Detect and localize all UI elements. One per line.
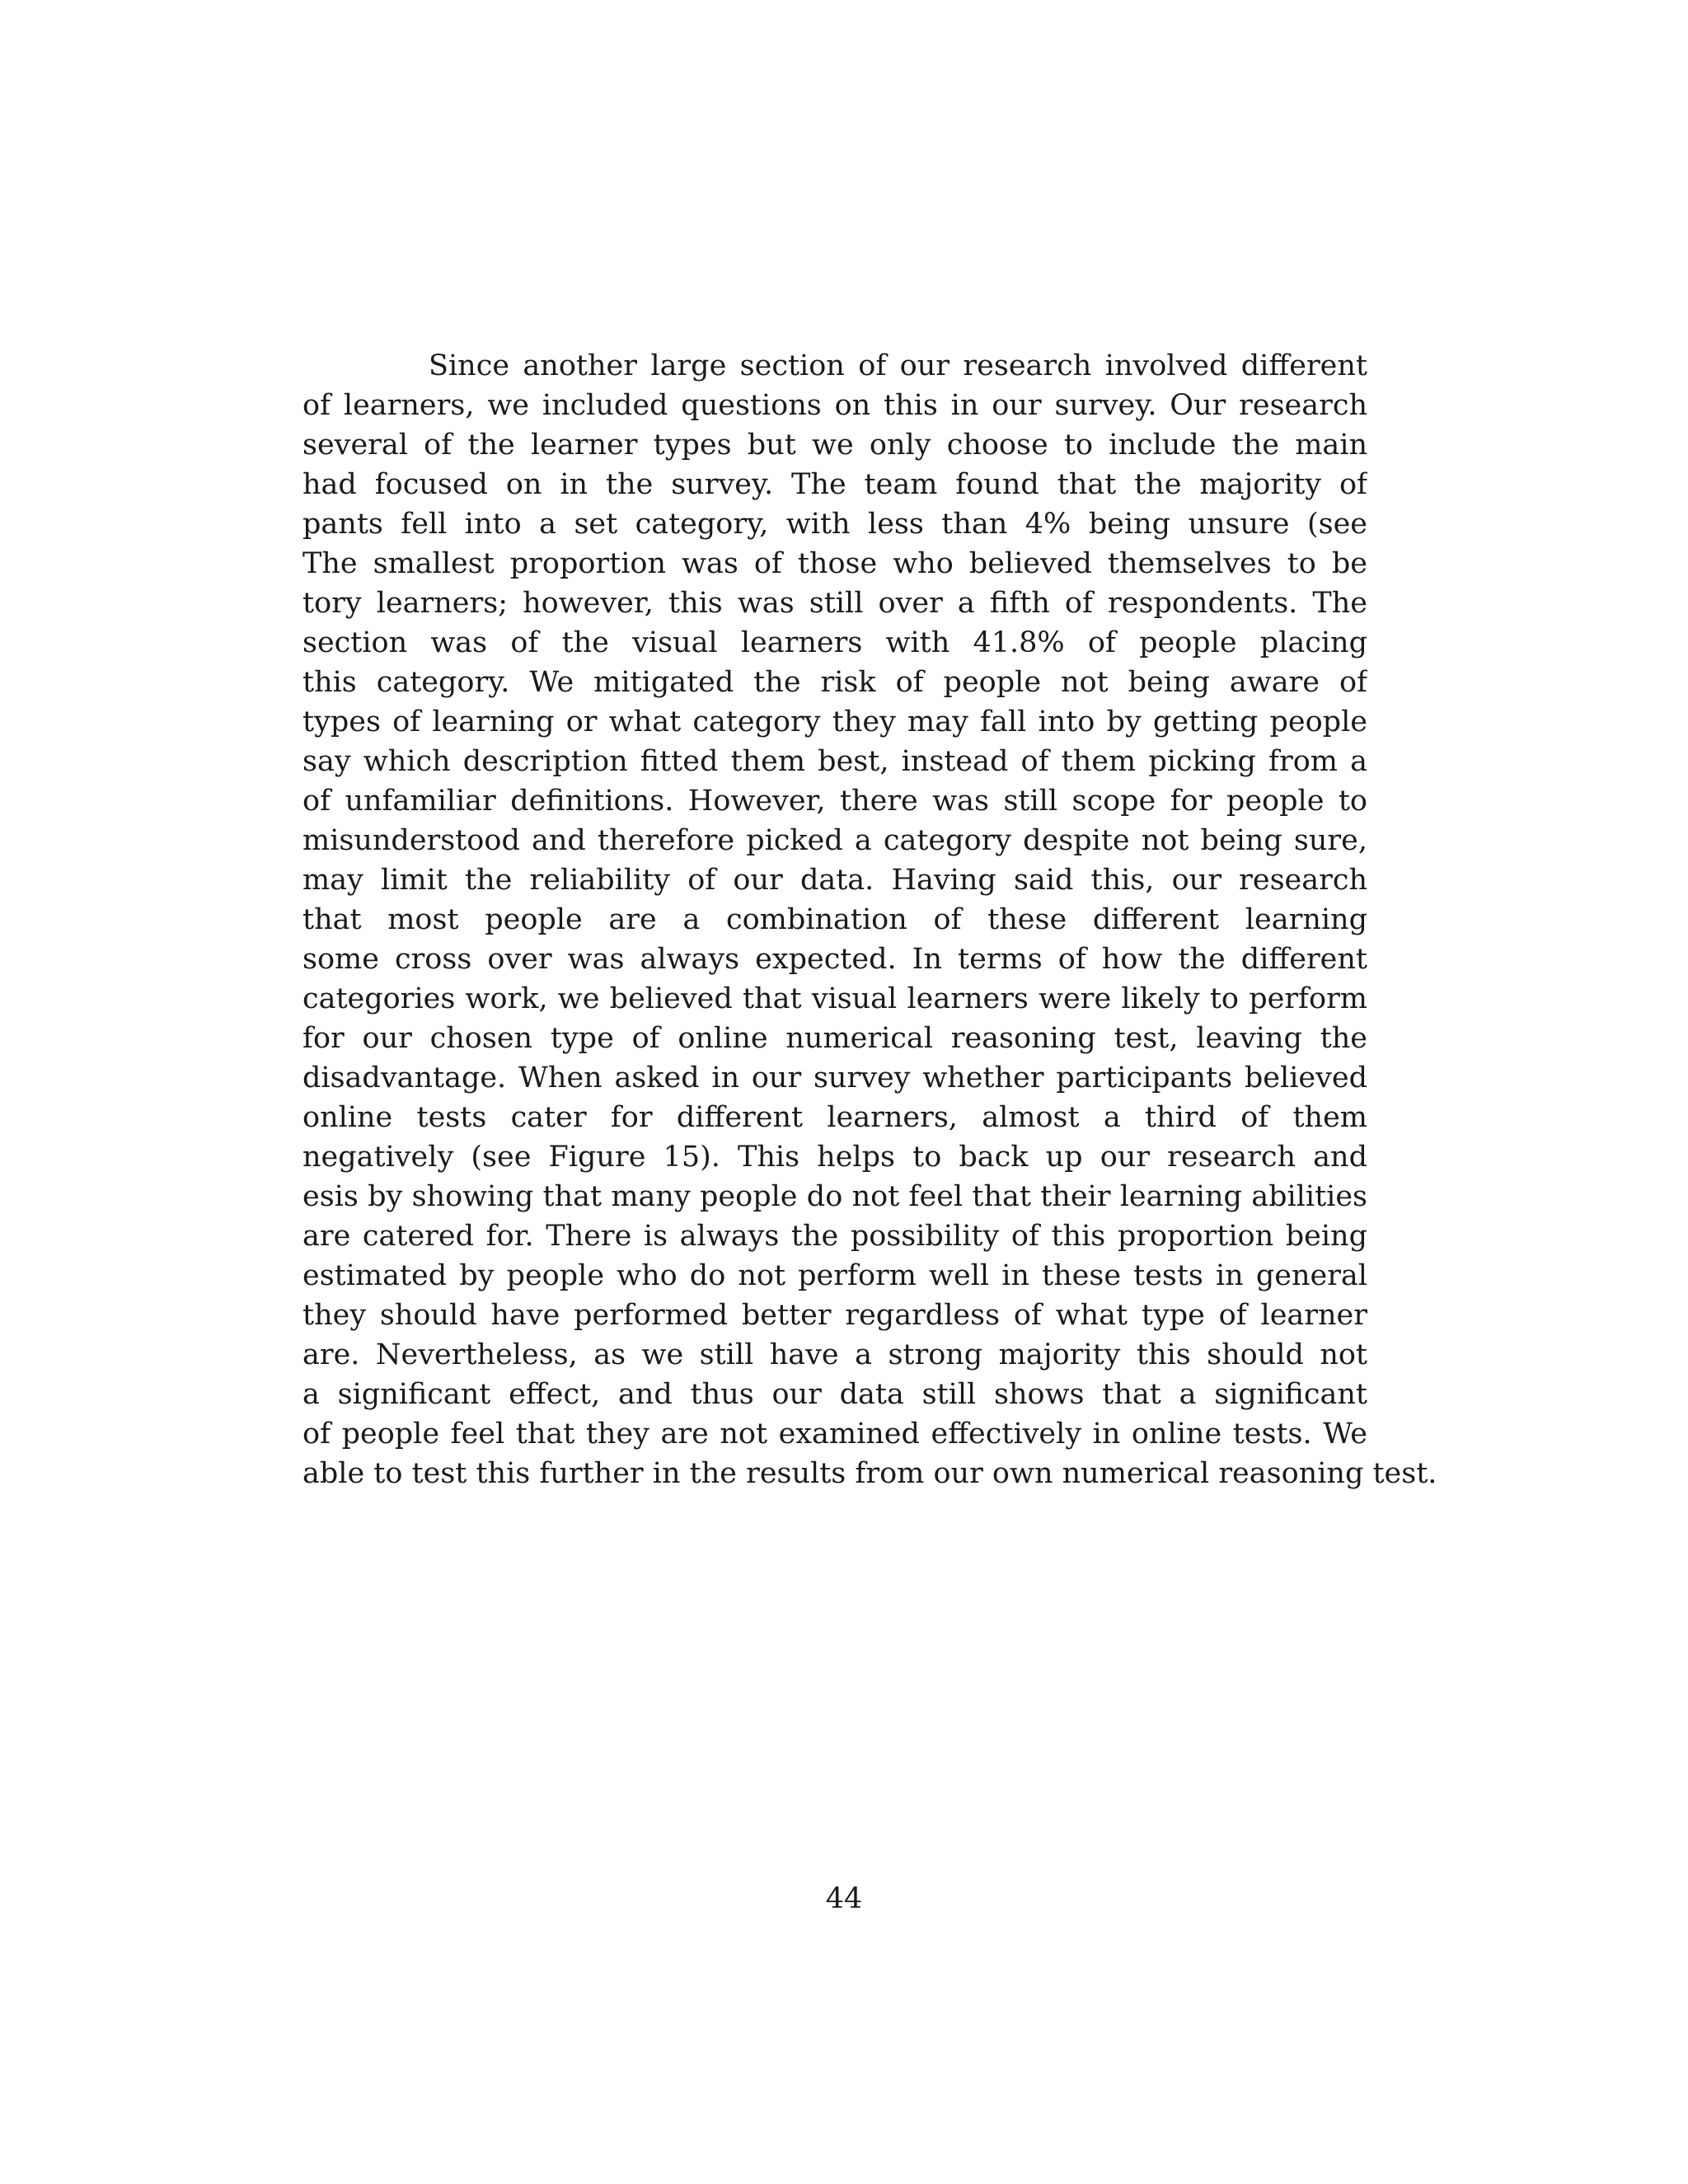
paragraph-line: a significant effect, and thus our data still shows that a significant: [302, 1378, 1367, 1411]
paragraph-line: this category. We mitigated the risk of people not being aware of: [302, 666, 1367, 699]
paragraph-line: of people feel that they are not examined effectively in online tests. We: [302, 1418, 1367, 1451]
paragraph-line: esis by showing that many people do not feel that their learning abilities: [302, 1180, 1367, 1213]
paragraph-line: online tests cater for different learners, almost a third of them: [302, 1101, 1367, 1134]
paragraph-line: Since another large section of our research involved different: [429, 349, 1367, 382]
paragraph-line: able to test this further in the results from our own numerical reasoning test.: [302, 1457, 1437, 1490]
paragraph-line: The smallest proportion was of those who believed themselves to be: [302, 547, 1367, 580]
paragraph-line: section was of the visual learners with 41.8% of people placing: [302, 626, 1367, 659]
paragraph-line: of learners, we included questions on this in our survey. Our research: [302, 389, 1367, 422]
paragraph-line: misunderstood and therefore picked a category despite not being sure,: [302, 824, 1367, 857]
paragraph-line: negatively (see Figure 15). This helps to back up our research and: [302, 1141, 1367, 1174]
paragraph-line: may limit the reliability of our data. Having said this, our research: [302, 864, 1367, 897]
paragraph-line: are. Nevertheless, as we still have a strong majority this should not: [302, 1338, 1367, 1371]
paragraph-line: types of learning or what category they may fall into by getting people: [302, 705, 1367, 738]
paragraph-line: several of the learner types but we only choose to include the main: [302, 429, 1367, 462]
paragraph-line: some cross over was always expected. In terms of how the different: [302, 943, 1367, 976]
paragraph-line: of unfamiliar definitions. However, there was still scope for people to: [302, 785, 1367, 818]
paragraph-line: they should have performed better regardless of what type of learner: [302, 1299, 1367, 1332]
paragraph-line: that most people are a combination of these different learning: [302, 903, 1367, 936]
paragraph-line: tory learners; however, this was still over a fifth of respondents. The: [302, 587, 1367, 620]
paragraph-line: are catered for. There is always the possibility of this proportion being: [302, 1220, 1367, 1253]
paragraph-line: for our chosen type of online numerical reasoning test, leaving the: [302, 1022, 1367, 1055]
body-paragraph: [302, 346, 1437, 1493]
paragraph-line: had focused on in the survey. The team found that the majority of: [302, 468, 1367, 501]
page-number: 44: [825, 1882, 863, 1915]
paragraph-line: disadvantage. When asked in our survey whether participants believed: [302, 1062, 1367, 1094]
paragraph-line: estimated by people who do not perform well in these tests in general: [302, 1259, 1367, 1292]
paragraph-line: pants fell into a set category, with less than 4% being unsure (see: [302, 508, 1367, 541]
paragraph-line: say which description fitted them best, instead of them picking from a: [302, 745, 1367, 778]
paragraph-line: categories work, we believed that visual learners were likely to perform: [302, 982, 1367, 1015]
